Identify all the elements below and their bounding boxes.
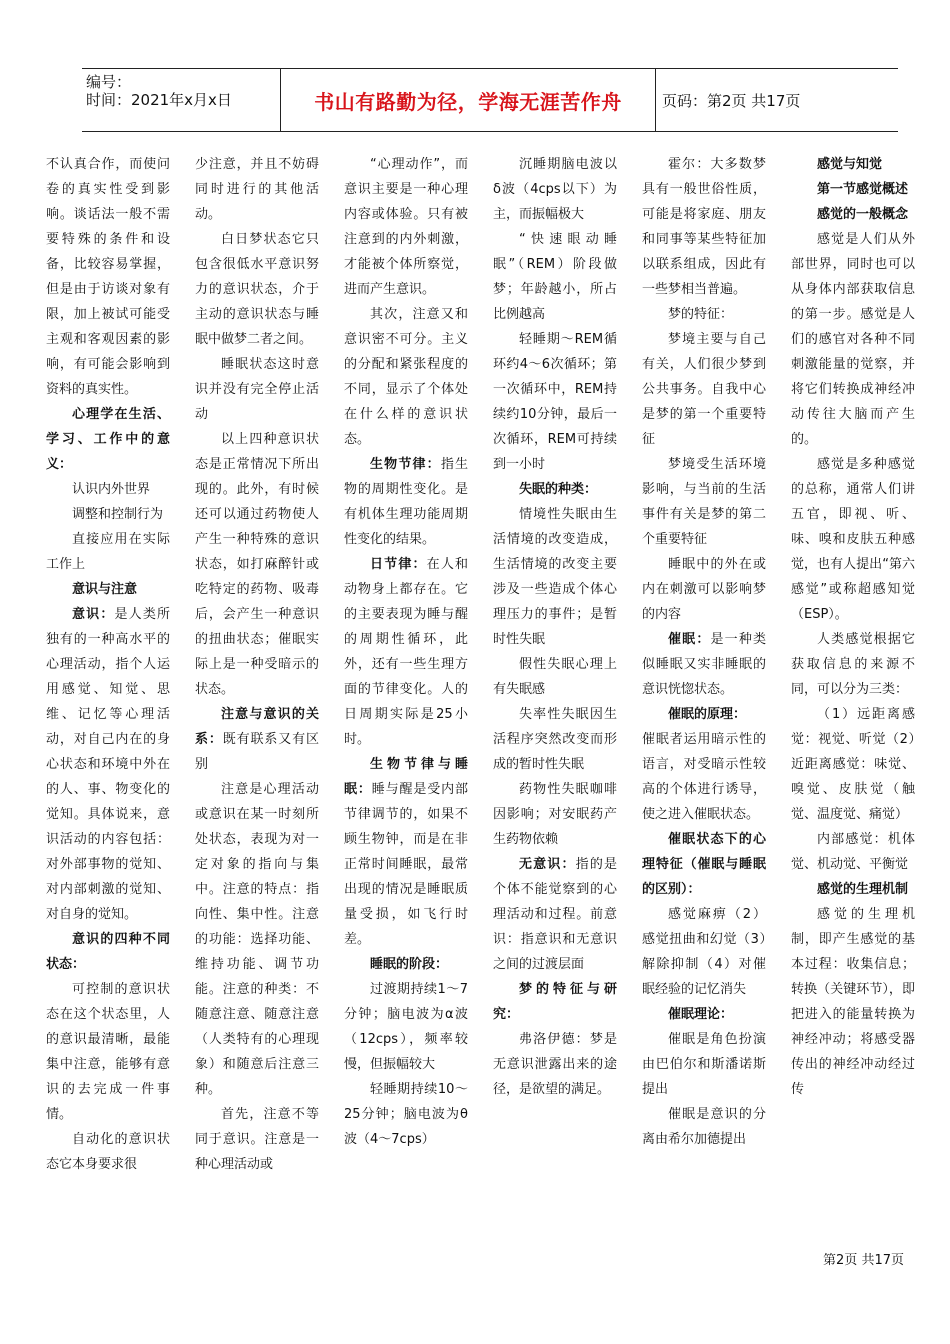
- paragraph: [493, 477, 617, 502]
- paragraph-text: 睡眠中的外在或内在刺激可以影响梦的内容: [642, 557, 766, 622]
- paragraph: [642, 452, 766, 552]
- paragraph: [344, 452, 468, 552]
- paragraph: [642, 1102, 766, 1152]
- paragraph: [46, 602, 170, 927]
- paragraph-text: 不认真合作，而使问卷的真实性受到影响。谈话法一般不需要特殊的条件和设备，比较容易掌握，但是由于访谈对象有限，加上被试可能受主观和客观因素的影响，有可能会影响到资料的真实性。: [46, 157, 170, 397]
- text-column-3: [344, 152, 468, 1252]
- paragraph-text: 以上四种意识状态是正常情况下所出现的。此外，有时候还可以通过药物使人产生一种特殊的意识状态，如打麻醉针或吃特定的药物、吸毒后，会产生一种意识的扭曲状态；催眠实际上是一种受暗示的状态。: [195, 432, 319, 697]
- paragraph-text: 催眠是角色扮演由巴伯尔和斯潘诺斯提出: [642, 1032, 766, 1097]
- paragraph-text: 睡与醒是受内部节律调节的，如果不顾生物钟，而是在非正常时间睡眠，最常出现的情况是睡眠质量受损，如飞行时差。: [344, 782, 468, 947]
- paragraph-heading: 梦的特征与研究：: [493, 982, 617, 1022]
- paragraph: [46, 477, 170, 502]
- paragraph-heading: 心理学在生活、学习、工作中的意义：: [46, 407, 170, 472]
- paragraph: [493, 227, 617, 327]
- paragraph: [46, 402, 170, 477]
- paragraph-text: 感觉是人们从外部世界，同时也可以从身体内部获取信息的第一步。感觉是人们的感官对各种不同刺激能量的觉察，并将它们转换成神经冲动传往大脑而产生的。: [791, 232, 915, 447]
- paragraph: [791, 702, 915, 827]
- paragraph: [46, 1127, 170, 1177]
- paragraph-text: 催眠者运用暗示性的语言，对受暗示性较高的个体进行诱导，使之进入催眠状态。: [642, 732, 766, 822]
- paragraph: [493, 152, 617, 227]
- paragraph-text: 梦境受生活环境影响，与当前的生活事件有关是梦的第二个重要特征: [642, 457, 766, 547]
- paragraph: [791, 627, 915, 702]
- paragraph: [493, 1027, 617, 1102]
- paragraph-heading: 感觉的生理机制: [817, 882, 909, 897]
- paragraph: [344, 302, 468, 452]
- text-column-6: [791, 152, 915, 1252]
- paragraph: [195, 227, 319, 352]
- paragraph-text: 既有联系又有区别: [195, 732, 319, 772]
- paragraph: [791, 877, 915, 902]
- text-columns: [0, 152, 950, 1252]
- paragraph: [642, 702, 766, 827]
- paragraph: [493, 852, 617, 977]
- paragraph-text: 感觉是多种感觉的总称，通常人们讲五官，即视、听、味、嗅和皮肤五种感觉，也有人提出“第六感觉”或称超感知觉（ESP）。: [791, 457, 915, 622]
- paragraph-heading: 无意识：: [519, 857, 576, 872]
- paragraph: [195, 777, 319, 1102]
- paragraph-heading: 生物节律与睡眠：: [344, 757, 468, 797]
- paragraph: [195, 152, 319, 227]
- paragraph-text: 催眠是意识的分离由希尔加德提出: [642, 1107, 766, 1147]
- paragraph-text: “快速眼动睡眠”（REM）阶段做梦；年龄越小，所占比例越高: [493, 232, 617, 322]
- paragraph: [344, 952, 468, 977]
- paragraph-text: 药物性失眠咖啡因影响；对安眠药产生药物依赖: [493, 782, 617, 847]
- paragraph-text: 假性失眠心理上有失眠感: [493, 657, 617, 697]
- paragraph-text: 认识内外世界: [72, 482, 151, 497]
- paragraph: [195, 427, 319, 702]
- paragraph: [344, 752, 468, 952]
- paragraph-text: 内部感觉：机体觉、机动觉、平衡觉: [791, 832, 915, 872]
- paragraph-text: 指的是个体不能觉察到的心理活动和过程。前意识：指意识和无意识之间的过渡层面: [493, 857, 617, 972]
- paragraph-text: 白日梦状态它只包含很低水平意识努力的意识状态，介于主动的意识状态与睡眠中做梦二者之间。: [195, 232, 319, 347]
- paragraph: [791, 177, 915, 202]
- paragraph-text: 可控制的意识状态在这个状态里，人的意识最清晰，最能集中注意，能够有意识的去完成一件事情。: [46, 982, 170, 1122]
- paragraph: [791, 902, 915, 1102]
- paragraph: [46, 977, 170, 1127]
- paragraph-text: 是一种类似睡眠又实非睡眠的意识恍惚状态。: [642, 632, 766, 697]
- header-page-label: 页码：第2页 共17页: [662, 91, 801, 110]
- paragraph: [642, 552, 766, 627]
- paragraph: [791, 152, 915, 177]
- paragraph-heading: 睡眠的阶段：: [370, 957, 449, 972]
- paragraph-text: 少注意，并且不妨碍同时进行的其他活动。: [195, 157, 319, 222]
- text-column-5: [642, 152, 766, 1252]
- paragraph-heading: 意识：: [72, 607, 115, 622]
- paragraph-text: 梦的特征：: [668, 307, 734, 322]
- paragraph: [642, 302, 766, 327]
- header-motto-cell: [280, 69, 656, 131]
- paragraph: [642, 1002, 766, 1027]
- paragraph: [195, 352, 319, 427]
- paragraph: [493, 777, 617, 852]
- paragraph: [46, 527, 170, 577]
- paragraph-text: 在人和动物身上都存在。它的主要表现为睡与醒的周期性循环，此外，还有一些生理方面的节律变化。人的日周期实际是25小时。: [344, 557, 468, 747]
- paragraph-text: 过渡期持续1～7分钟；脑电波为α波（12cps），频率较慢，但振幅较大: [344, 982, 468, 1072]
- paragraph: [791, 202, 915, 227]
- paragraph-text: 人类感觉根据它获取信息的来源不同，可以分为三类：: [791, 632, 915, 697]
- paragraph-text: 睡眠状态这时意识并没有完全停止活动: [195, 357, 319, 422]
- paragraph-text: 轻睡期～REM循环约4～6次循环；第一次循环中，REM持续约10分钟，最后一次循环，REM可持续到一小时: [493, 332, 617, 472]
- page-footer: 第2页 共17页: [823, 1253, 904, 1268]
- paragraph-text: 弗洛伊德：梦是无意识泄露出来的途径，是欲望的满足。: [493, 1032, 617, 1097]
- paragraph-text: 情境性失眠由生活情境的改变造成，生活情境的改变主要涉及一些造成个体心理压力的事件；是暂时性失眠: [493, 507, 617, 647]
- paragraph-heading: 催眠状态下的心理特征（催眠与睡眠的区别）：: [642, 832, 766, 897]
- paragraph-heading: 日节律：: [370, 557, 427, 572]
- paragraph-heading: 意识的四种不同状态：: [46, 932, 170, 972]
- paragraph-heading: 意识与注意: [72, 582, 138, 597]
- paragraph: [642, 327, 766, 452]
- paragraph-heading: 催眠理论：: [668, 1007, 734, 1022]
- paragraph-text: 轻睡期持续10～25分钟；脑电波为θ波（4～7cps）: [344, 1082, 468, 1147]
- paragraph-text: 注意是心理活动或意识在某一时刻所处状态，表现为对一定对象的指向与集中。注意的特点：指向性、集中性。注意的功能：选择功能、维持功能、调节功能。注意的种类：不随意注意、随意注意（人类特有的心理现象）和随意后注意三种。: [195, 782, 319, 1097]
- page-header: [82, 68, 898, 132]
- paragraph-heading: 注意与意识的关系：: [195, 707, 319, 747]
- paragraph-heading: 失眠的种类：: [519, 482, 598, 497]
- paragraph-text: 霍尔：大多数梦具有一般世俗性质，可能是将家庭、朋友和同事等某些特征加以联系组成，因此有一些梦相当普遍。: [642, 157, 766, 297]
- paragraph: [642, 627, 766, 702]
- paragraph-heading: 催眠的原理：: [668, 707, 747, 722]
- paragraph-text: 梦境主要与自己有关，人们很少梦到公共事务。自我中心是梦的第一个重要特征: [642, 332, 766, 447]
- paragraph: [493, 652, 617, 702]
- paragraph-text: 调整和控制行为: [72, 507, 164, 522]
- text-column-1: [46, 152, 170, 1252]
- document-number-label: 编号：: [86, 73, 132, 91]
- paragraph: [642, 1027, 766, 1102]
- paragraph: [46, 577, 170, 602]
- paragraph: [493, 977, 617, 1027]
- paragraph-text: 失率性失眠因生活程序突然改变而形成的暂时性失眠: [493, 707, 617, 772]
- paragraph: [344, 552, 468, 752]
- paragraph: [46, 502, 170, 527]
- paragraph: [344, 152, 468, 302]
- paragraph: [642, 827, 766, 902]
- header-meta: [86, 69, 280, 135]
- paragraph-heading: 第一节感觉概述: [817, 182, 909, 197]
- paragraph-text: 感觉麻痹（2）感觉扭曲和幻觉（3）解除抑制（4）对催眠经验的记忆消失: [642, 907, 766, 997]
- text-column-2: [195, 152, 319, 1252]
- paragraph-text: 感觉的生理机制，即产生感觉的基本过程：收集信息；转换（关键环节），即把进入的能量转换为神经冲动；将感受器传出的神经冲动经过传: [791, 907, 915, 1097]
- paragraph-text: 其次，注意又和意识密不可分。主义的分配和紧张程度的不同，显示了个体处在什么样的意识状态。: [344, 307, 468, 447]
- paragraph: [493, 327, 617, 477]
- paragraph-text: 沉睡期脑电波以δ波（4cps以下）为主，而振幅极大: [493, 157, 617, 222]
- text-column-4: [493, 152, 617, 1252]
- paragraph: [46, 152, 170, 402]
- header-page-cell: [662, 69, 898, 131]
- paragraph-heading: 催眠：: [668, 632, 711, 647]
- paragraph: [344, 1077, 468, 1152]
- paragraph: [791, 452, 915, 627]
- paragraph: [642, 902, 766, 1002]
- paragraph: [493, 702, 617, 777]
- paragraph: [344, 977, 468, 1077]
- paragraph-text: （1）远距离感觉：视觉、听觉（2）近距离感觉：味觉、嗅觉、皮肤觉（触觉、温度觉、痛觉）: [791, 707, 915, 822]
- header-motto: 书山有路勤为径，学海无涯苦作舟: [314, 89, 622, 114]
- paragraph-text: 指生物的周期性变化。是有机体生理功能周期性变化的结果。: [344, 457, 468, 547]
- paragraph-heading: 感觉的一般概念: [817, 207, 909, 222]
- paragraph-heading: 生物节律：: [370, 457, 441, 472]
- paragraph-text: “心理动作”，而意识主要是一种心理内容或体验。只有被注意到的内外刺激，才能被个体所察觉，进而产生意识。: [344, 157, 468, 297]
- paragraph-text: 首先，注意不等同于意识。注意是一种心理活动或: [195, 1107, 319, 1172]
- paragraph: [195, 702, 319, 777]
- paragraph: [642, 152, 766, 302]
- paragraph: [46, 927, 170, 977]
- paragraph-text: 自动化的意识状态它本身要求很: [46, 1132, 170, 1172]
- paragraph: [493, 502, 617, 652]
- paragraph: [791, 827, 915, 877]
- document-date-label: 时间：2021年x月x日: [86, 91, 232, 109]
- paragraph: [195, 1102, 319, 1177]
- paragraph: [791, 227, 915, 452]
- paragraph-text: 是人类所独有的一种高水平的心理活动，指个人运用感觉、知觉、思维、记忆等心理活动，对自己内在的身心状态和环境中外在的人、事、物变化的觉知。具体说来，意识活动的内容包括：对外部事物的觉知、对内部刺激的觉知、对自身的觉知。: [46, 607, 170, 922]
- paragraph-text: 直接应用在实际工作上: [46, 532, 170, 572]
- paragraph-heading: 感觉与知觉: [817, 157, 883, 172]
